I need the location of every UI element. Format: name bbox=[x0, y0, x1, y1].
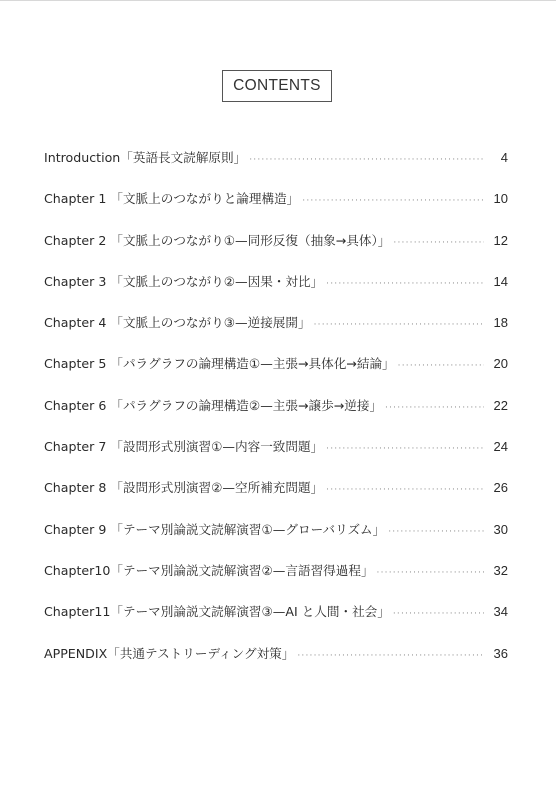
toc-page-number: 10 bbox=[493, 191, 508, 207]
toc-entry-label: APPENDIX「共通テストリーディング対策」 bbox=[44, 645, 295, 661]
toc-entry-chapter-6[interactable] bbox=[44, 394, 508, 435]
dot-leader bbox=[388, 520, 484, 544]
toc-entry-label: Chapter11「テーマ別論説文読解演習③—AI と人間・社会」 bbox=[44, 604, 390, 620]
toc-page-number: 14 bbox=[493, 273, 508, 289]
dot-leader bbox=[385, 396, 484, 420]
toc-entry-chapter-8[interactable] bbox=[44, 476, 508, 517]
dot-leader bbox=[377, 561, 484, 585]
toc-page-number: 4 bbox=[500, 150, 508, 165]
dot-leader bbox=[393, 602, 484, 626]
toc-page-number: 30 bbox=[493, 521, 508, 537]
dot-leader bbox=[326, 437, 484, 461]
dot-leader bbox=[314, 313, 484, 337]
toc-page-number: 36 bbox=[493, 645, 508, 661]
toc-entry-label: Chapter 2 「文脈上のつながり①—同形反復（抽象→具体）」 bbox=[44, 232, 391, 248]
toc-entry-label: Chapter 6 「パラグラフの論理構造②—主張→譲歩→逆接」 bbox=[44, 397, 383, 413]
toc-entry-introduction[interactable] bbox=[44, 146, 508, 187]
table-of-contents bbox=[44, 146, 508, 683]
toc-entry-label: Chapter 1 「文脈上のつながりと論理構造」 bbox=[44, 191, 300, 207]
dot-leader bbox=[249, 148, 484, 172]
toc-entry-chapter-10[interactable] bbox=[44, 559, 508, 600]
dot-leader bbox=[326, 478, 484, 502]
toc-entry-label: Chapter 4 「文脈上のつながり③—逆接展開」 bbox=[44, 315, 311, 331]
toc-entry-chapter-3[interactable] bbox=[44, 270, 508, 311]
dot-leader bbox=[398, 354, 484, 378]
toc-entry-label: Chapter 5 「パラグラフの論理構造①—主張→具体化→結論」 bbox=[44, 356, 395, 372]
dot-leader bbox=[393, 231, 484, 255]
toc-entry-chapter-9[interactable] bbox=[44, 518, 508, 559]
toc-page-number: 32 bbox=[493, 562, 508, 578]
toc-entry-label: Chapter 7 「設問形式別演習①—内容一致問題」 bbox=[44, 439, 324, 455]
dot-leader bbox=[297, 644, 484, 668]
toc-entry-chapter-4[interactable] bbox=[44, 311, 508, 352]
toc-page-number: 20 bbox=[493, 356, 508, 372]
toc-page-number: 12 bbox=[493, 232, 508, 248]
dot-leader bbox=[302, 189, 484, 213]
toc-entry-label: Chapter 9 「テーマ別論説文読解演習①—グローバリズム」 bbox=[44, 521, 386, 537]
toc-page-number: 18 bbox=[493, 315, 508, 331]
contents-heading: CONTENTS bbox=[222, 70, 332, 102]
dot-leader bbox=[326, 272, 484, 296]
toc-entry-label: Chapter10「テーマ別論説文読解演習②—言語習得過程」 bbox=[44, 562, 374, 578]
toc-page-number: 22 bbox=[493, 397, 508, 413]
top-edge-divider bbox=[0, 0, 556, 1]
toc-page-number: 34 bbox=[493, 604, 508, 620]
toc-entry-label: Introduction「英語長文読解原則」 bbox=[44, 150, 247, 165]
toc-entry-chapter-1[interactable] bbox=[44, 187, 508, 228]
toc-entry-chapter-5[interactable] bbox=[44, 352, 508, 393]
toc-entry-chapter-2[interactable] bbox=[44, 229, 508, 270]
toc-page-number: 26 bbox=[493, 480, 508, 496]
toc-entry-chapter-7[interactable] bbox=[44, 435, 508, 476]
toc-entry-chapter-11[interactable] bbox=[44, 600, 508, 641]
toc-entry-appendix[interactable] bbox=[44, 642, 508, 683]
toc-page-number: 24 bbox=[493, 439, 508, 455]
toc-entry-label: Chapter 8 「設問形式別演習②—空所補充問題」 bbox=[44, 480, 324, 496]
toc-entry-label: Chapter 3 「文脈上のつながり②—因果・対比」 bbox=[44, 273, 324, 289]
